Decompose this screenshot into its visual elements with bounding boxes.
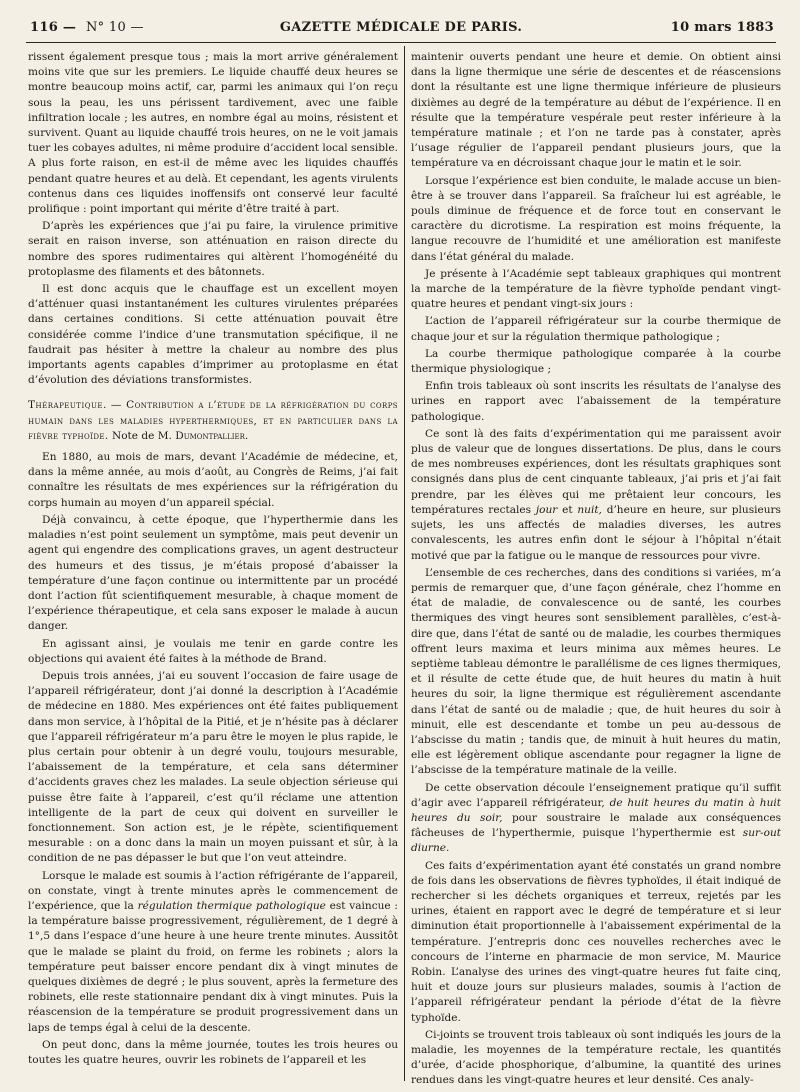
text-run: Ce sont là des faits d’expérimentation qui me paraissent avoir plus de valeur que de longues dissertations. De plus, dans le cours de mes nombreuses expériences, dont les résultats graphiques sont consignés dans plus de cent cinquante tableaux, j’ai pris et j’ai fait prendre, par les élèves qui me prêtaient leur concours, les températures rectales [411,427,781,516]
section-label: Thérapeutique. [28,399,107,412]
paragraph: En agissant ainsi, je voulais me tenir en garde contre les objections qui avaient été faites à la méthode de Brand. [28,637,398,665]
paragraph: maintenir ouverts pendant une heure et demie. On obtient ainsi dans la ligne thermique une série de descentes et de réascensions dont la résultante est une ligne thermique inférieure de plusieurs dixièmes au degré de la température au début de l’expérience. Il en résulte que la température vespérale peut rester inférieure à la température matinale ; et l’on ne tarde pas à constater, après l’usage régulier de l’appareil pendant plusieurs jours, que la température va en décroissant chaque jour le matin et le soir. [411,51,781,170]
paragraph: Lorsque l’expérience est bien conduite, le malade accuse un bien-être à se trouver dans l’appareil. Sa fraîcheur lui est agréable, le pouls diminue de fréquence et de force tout en conservant le caractère du dicrotisme. La respiration est moins fréquente, la langue recouvre de l’humidité et une amélioration est manifeste dans l’état général du malade. [411,174,781,263]
text-run: Lorsque le malade est soumis à l’action réfrigérante de l’appareil, on constate, vingt à trente minutes après le commencement de l’expérience, que la [28,869,398,912]
journal-title: GAZETTE MÉDICALE DE PARIS. [279,20,523,35]
paragraph: Depuis trois années, j’ai eu souvent l’occasion de faire usage de l’appareil réfrigérateur, dont j’ai donné la description à l’Académie de médecine en 1880. Mes expériences ont été faites publiquement dans mon service, à l’hôpital de la Pitié, et je n’hésite pas à déclarer que l’appareil réfrigérateur m’a paru être le moyen le plus rapide, le plus certain pour obtenir à un degré voulu, toujours mesurable, l’abaissement de la température, et cela sans déterminer d’accidents graves chez les malades. La seule objection sérieuse qui puisse être faite à l’appareil, c’est qu’il réclame une attention intelligente de la part de ceux qui doivent en surveiller le fonctionnement. Son action est, je le répète, scientifiquement mesurable : on a donc dans la main un moyen puissant et sûr, à la condition de ne pas dépasser le but que l’on veut atteindre. [28,669,398,865]
paragraph: rissent également presque tous ; mais la mort arrive généralement moins vite que sur les premiers. Le liquide chauffé deux heures se montre beaucoup moins actif, car, parmi les animaux qui l’on reçu sous la peau, les uns périssent tardivement, avec une faible infiltration locale ; les autres, en nombre égal au moins, résistent et survivent. Quant au liquide chauffé trois heures, on ne le voit jamais tuer les cobayes adultes, ni même produire d’accident local sensible. A plus forte raison, en est-il de même avec les liquides chauffés pendant quatre heures et au delà. Et cependant, les agents virulents contenus dans ces liquides inoffensifs ont conservé leur faculté prolifique : point important qui mérite d’être traité à part. [28,51,398,216]
note-by: Note de M. [111,429,172,442]
paragraph: La courbe thermique pathologique comparée à la courbe thermique physiologique ; [411,347,781,376]
italic-text: régulation thermique pathologique [137,899,326,912]
article-title: — Contribution a l’étude de la réfrigération du corps humain dans les maladies hyperthermiques, et en particulier dans la fièvre typhoïde. [28,399,398,442]
paragraph: D’après les expériences que j’ai pu faire, la virulence primitive serait en raison inverse, son atténuation en raison directe du nombre des spores rudimentaires qui altèrent l’homogénéité du protoplasme des filaments et des bâtonnets. [28,220,398,278]
paragraph [411,781,781,857]
paragraph: En 1880, au mois de mars, devant l’Académie de médecine, et, dans la même année, au mois d’août, au Congrès de Reims, j’ai fait connaître les résultats de mes expériences sur la réfrigération du corps humain au moyen d’un appareil spécial. [28,451,398,509]
article-heading [28,398,398,444]
text-run: De cette observation découle l’enseignement pratique qu’il suffit d’agir avec l’appareil réfrigérateur, [411,781,781,809]
issue-number: N° 10 — [86,20,144,35]
paragraph: Il est donc acquis que le chauffage est un excellent moyen d’atténuer quasi instantanément les cultures virulentes préparées dans certaines conditions. Si cette atténuation pouvait être considérée comme l’indice d’une transmutation spécifique, il ne faudrait pas hésiter à mettre la chaleur au nombre des plus importants agents capables d’imprimer au protoplasme en état d’évolution des déviations transformistes. [28,283,398,387]
text-run: et [562,503,573,516]
left-column [28,50,398,1086]
text-run: est vaincue : la température baisse progressivement, régulièrement, de 1 degré à 1°,5 dans l’espace d’une heure à une heure trente minutes. Aussitôt que le malade se plaint du froid, on ferme les robinets ; alors la température peut baisser encore pendant dix à vingt minutes de quelques dixièmes de degré ; le plus souvent, après la fermeture des robinets, elle reste stationnaire pendant dix à vingt minutes. Puis la réascension de la température se produit progressivement dans un laps de temps égal à celui de la descente. [28,899,398,1034]
issue-date: 10 mars 1883 [670,20,774,35]
italic-text: nuit, [577,503,602,516]
italic-text: de huit heures du matin à huit heures du soir, [411,796,781,824]
paragraph [28,869,398,1036]
paragraph: Déjà convaincu, à cette époque, que l’hyperthermie dans les maladies n’est point seulement un symptôme, mais peut devenir un agent qui engendre des complications graves, un agent destructeur des humeurs et des tissus, je m’étais proposé d’abaisser la température d’une façon continue ou intermittente par un procédé dont l’action fût scientifiquement mesurable, à chaque moment de l’expérience thérapeutique, et cela sans exposer le malade à aucun danger. [28,513,398,633]
paragraph [411,427,781,564]
page-header [26,18,776,43]
text-run: pour soustraire le malade aux conséquences fâcheuses de l’hyperthermie, puisque l’hyperthermie est [411,811,781,840]
paragraph: L’action de l’appareil réfrigérateur sur la courbe thermique de chaque jour et sur la régulation thermique pathologique ; [411,315,781,343]
italic-text: sur-out diurne. [411,827,781,855]
text-run: d’heure en heure, sur plusieurs sujets, les uns affectés de maladies diverses, les autres convalescents, les autres enfin dont le séjour à l’hôpital n’était motivé que par la fatigue ou le manque de ressources pour vivre. [411,503,781,562]
paragraph: Ces faits d’expérimentation ayant été constatés un grand nombre de fois dans les observations de fièvres typhoïdes, il était indiqué de rechercher si les déchets organiques et terreux, rejetés par les urines, étaient en rapport avec le degré de température et si leur diminution était proportionnelle à l’abaissement expérimental de la température. J’entrepris donc ces nouvelles recherches avec le concours de l’interne en pharmacie de mon service, M. Maurice Robin. L’analyse des urines des vingt-quatre heures fut faite cinq, huit et douze jours sur plusieurs malades, soumis à l’action de l’appareil réfrigérateur pendant la période d’état de la fièvre typhoïde. [411,859,781,1024]
paragraph: Ci-joints se trouvent trois tableaux où sont indiqués les jours de la maladie, les moyennes de la température rectale, les quantités d’urée, d’acide phosphorique, d’albumine, la quantité des urines rendues dans les vingt-quatre heures et leur densité. Ces analy- [411,1028,781,1086]
paragraph: Enfin trois tableaux où sont inscrits les résultats de l’analyse des urines en rapport avec l’abaissement de la température pathologique. [411,380,781,423]
column-divider [404,46,405,1081]
page-number: 116 — [30,20,77,35]
author-name: Dumontpallier. [175,429,249,442]
paragraph: Je présente à l’Académie sept tableaux graphiques qui montrent la marche de la température de la fièvre typhoïde pendant vingt-quatre heures et pendant vingt-six jours : [411,267,781,311]
italic-text: jour [535,503,558,516]
right-column [411,50,781,1086]
paragraph: On peut donc, dans la même journée, toutes les trois heures ou toutes les quatre heures, ouvrir les robinets de l’appareil et les [28,1038,398,1066]
paragraph: L’ensemble de ces recherches, dans des conditions si variées, m’a permis de remarquer que, d’une façon générale, chez l’homme en état de maladie, de convalescence ou de santé, les courbes thermiques des vingt heures sont sensiblement parallèles, c’est-à-dire que, dans l’état de santé ou de maladie, les courbes thermiques offrent leurs maxima et leurs minima aux mêmes heures. Le septième tableau démontre le parallélisme de ces lignes thermiques, et il résulte de cette étude que, de huit heures du matin à huit heures du soir, la ligne thermique est régulièrement ascendante dans l’état de santé ou de maladie ; que, de huit heures du soir à minuit, elle est descendante et tombe un peu au-dessous de l’abscisse du matin ; tandis que, de minuit à huit heures du matin, elle est légèrement oblique ascendante pour regagner la ligne de l’abscisse de la température matinale de la veille. [411,566,781,777]
